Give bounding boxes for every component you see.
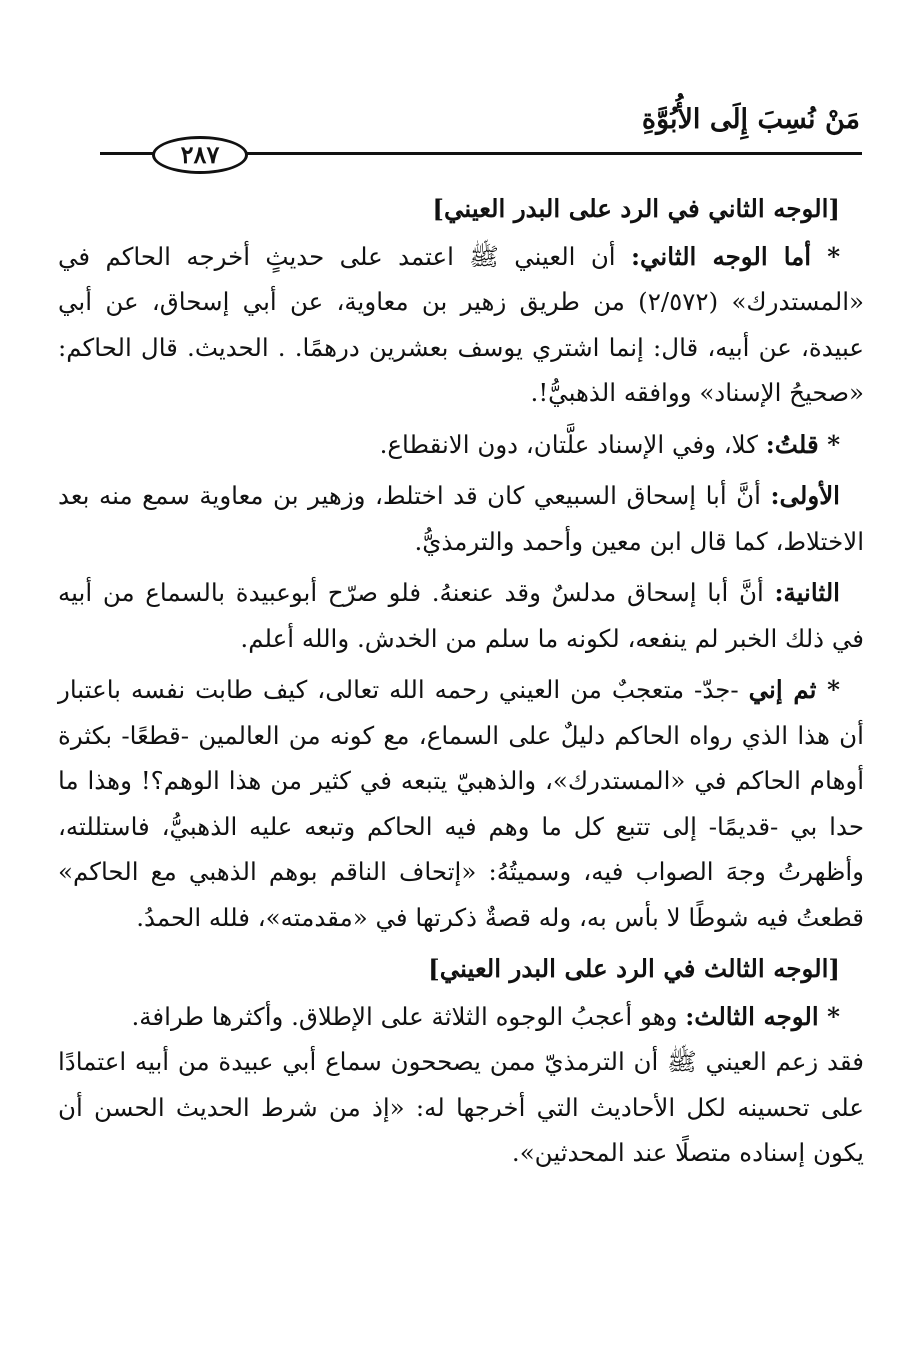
- paragraph-second-aspect: [58, 234, 864, 416]
- page-number: ٢٨٧: [152, 136, 248, 174]
- paragraph-lead: * أما الوجه الثاني:: [630, 241, 840, 271]
- running-head: مَنْ نُسِبَ إِلَى الأُبُوَّةِ: [641, 104, 860, 135]
- paragraph-text: وهو أعجبُ الوجوه الثلاثة على الإطلاق. وأكثرها طرافة.: [131, 1001, 686, 1031]
- paragraph-text: أنَّ أبا إسحاق مدلسٌ وقد عنعنهُ. فلو صرّح أبوعبيدة بالسماع من أبيه في ذلك الخبر لم ينفعه، لكونه ما سلم من الخدش. والله أعلم.: [58, 578, 864, 653]
- paragraph-lead: الثانية:: [774, 578, 840, 607]
- paragraph-first-defect: [58, 473, 864, 564]
- paragraph-lead: الأولى:: [770, 481, 840, 510]
- paragraph-qultu: [58, 422, 864, 468]
- section-heading-third: [الوجه الثالث في الرد على البدر العيني]: [428, 954, 840, 983]
- paragraph-text: كلا، وفي الإسناد علَّتان، دون الانقطاع.: [379, 429, 766, 459]
- paragraph-text: أنَّ أبا إسحاق السبيعي كان قد اختلط، وزهير بن معاوية سمع منه بعد الاختلاط، كما قال ابن معين وأحمد والترمذيُّ.: [58, 481, 864, 556]
- paragraph-wonder: [58, 667, 864, 940]
- page-body: [58, 186, 864, 1176]
- paragraph-text: -جدّ- متعجبٌ من العيني رحمه الله تعالى، كيف طابت نفسه باعتبار أن هذا الذي رواه الحاكم دليلٌ على السماع، مع كونه من العالمين -قطعًا- بكثرة أوهام الحاكم في «المستدرك»، والذهبيّ يتبعه في كثير من هذا الوهم؟! وهذا ما حدا بي -قديمًا- إلى تتبع كل ما وهم فيه الحاكم وتبعه عليه الذهبيُّ، فاستللته، وأظهرتُ وجهَ الصواب فيه، وسميتُهُ: «إتحاف الناقم بوهم الذهبي مع الحاكم» قطعتُ فيه شوطًا لا بأس به، وله قصةٌ ذكرتها في «مقدمته»، فلله الحمدُ.: [58, 675, 864, 932]
- paragraph-lead: * قلتُ:: [765, 429, 840, 459]
- paragraph-lead: * الوجه الثالث:: [685, 1001, 840, 1031]
- paragraph-text: أن العيني ﷺ اعتمد على حديثٍ أخرجه الحاكم في «المستدرك» (٢/٥٧٢) من طريق زهير بن معاوية، عن أبي إسحاق، عن أبي عبيدة، عن أبيه، قال: إنما اشتري يوسف بعشرين درهمًا. . الحديث. قال الحاكم: «صحيحُ الإسناد» ووافقه الذهبيُّ!.: [58, 241, 864, 407]
- section-heading-second: [الوجه الثاني في الرد على البدر العيني]: [432, 194, 840, 223]
- paragraph-claim: فقد زعم العيني ﷺ أن الترمذيّ ممن يصححون سماع أبي عبيدة من أبيه اعتمادًا على تحسينه لكل الأحاديث التي أخرجها له: «إذ من شرط الحديث الحسن أن يكون إسناده متصلًا عند المحدثين».: [58, 1047, 864, 1167]
- paragraph-lead: * ثم إني: [748, 675, 840, 704]
- paragraph-second-defect: [58, 570, 864, 661]
- paragraph-third-aspect: [58, 994, 864, 1040]
